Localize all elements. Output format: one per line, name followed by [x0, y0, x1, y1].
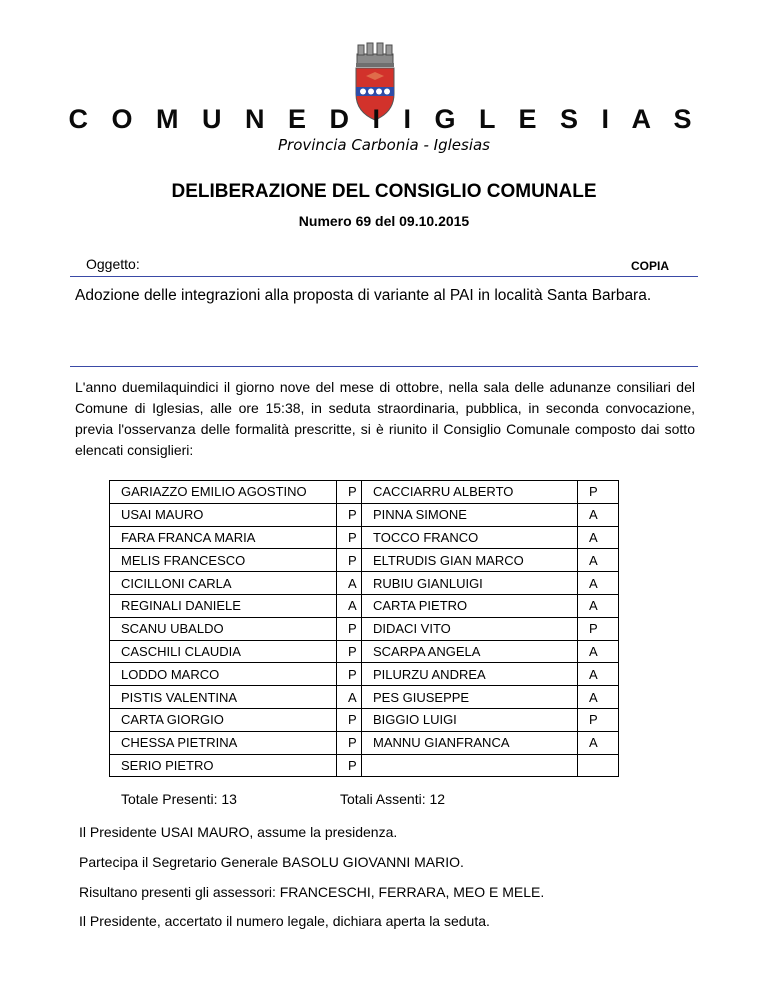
councillor-name: ELTRUDIS GIAN MARCO — [362, 549, 578, 572]
seduta-paragraph: Il Presidente, accertato il numero legale, dichiara aperta la seduta. — [79, 913, 490, 929]
councillor-name: PISTIS VALENTINA — [110, 686, 337, 709]
segretario-paragraph: Partecipa il Segretario Generale BASOLU GIOVANNI MARIO. — [79, 854, 464, 870]
oggetto-label: Oggetto: — [86, 256, 140, 272]
councillor-name: CACCIARRU ALBERTO — [362, 481, 578, 504]
status-cell: P — [337, 617, 362, 640]
status-cell: P — [578, 708, 619, 731]
councillor-name: PES GIUSEPPE — [362, 686, 578, 709]
councillor-name: GARIAZZO EMILIO AGOSTINO — [110, 481, 337, 504]
status-cell: A — [337, 686, 362, 709]
attendance-table — [109, 480, 619, 777]
councillor-name: PINNA SIMONE — [362, 503, 578, 526]
councillor-name: CARTA PIETRO — [362, 594, 578, 617]
table-row — [110, 640, 619, 663]
table-row — [110, 526, 619, 549]
status-cell: P — [337, 549, 362, 572]
status-cell: P — [337, 481, 362, 504]
status-cell: P — [337, 663, 362, 686]
intro-paragraph: L'anno duemilaquindici il giorno nove del mese di ottobre, nella sala delle adunanze consiliari del Comune di Iglesias, alle ore 15:38, in seduta straordinaria, pubblica, in seconda convocazione, previa l'osservanza delle formalità prescritte, si è riunito il Consiglio Comunale composto dai sotto elencati consiglieri: — [75, 379, 695, 458]
table-row — [110, 481, 619, 504]
status-cell: A — [578, 503, 619, 526]
councillor-name: CASCHILI CLAUDIA — [110, 640, 337, 663]
table-row — [110, 594, 619, 617]
status-cell: P — [337, 503, 362, 526]
councillor-name: REGINALI DANIELE — [110, 594, 337, 617]
status-cell: A — [578, 549, 619, 572]
councillor-name: CICILLONI CARLA — [110, 572, 337, 595]
table-row — [110, 617, 619, 640]
status-cell: A — [337, 572, 362, 595]
status-cell: A — [578, 663, 619, 686]
councillor-name: USAI MAURO — [110, 503, 337, 526]
table-row — [110, 572, 619, 595]
status-cell: A — [578, 640, 619, 663]
status-cell: A — [578, 686, 619, 709]
bottom-divider — [70, 366, 698, 367]
table-row — [110, 503, 619, 526]
table-row — [110, 663, 619, 686]
status-cell: A — [578, 731, 619, 754]
provincia-subtitle: Provincia Carbonia - Iglesias — [278, 136, 490, 154]
councillor-name: FARA FRANCA MARIA — [110, 526, 337, 549]
councillor-name: RUBIU GIANLUIGI — [362, 572, 578, 595]
councillor-name: CARTA GIORGIO — [110, 708, 337, 731]
table-row — [110, 686, 619, 709]
councillor-name: TOCCO FRANCO — [362, 526, 578, 549]
status-cell: P — [337, 731, 362, 754]
councillor-name — [362, 754, 578, 777]
councillor-name: SCANU UBALDO — [110, 617, 337, 640]
status-cell: A — [337, 594, 362, 617]
councillor-name: CHESSA PIETRINA — [110, 731, 337, 754]
table-row — [110, 731, 619, 754]
deliberation-subject: Adozione delle integrazioni alla proposta di variante al PAI in località Santa Barbara. — [75, 287, 652, 304]
councillor-name: SCARPA ANGELA — [362, 640, 578, 663]
table-row — [110, 708, 619, 731]
table-row — [110, 549, 619, 572]
table-row — [110, 754, 619, 777]
status-cell — [578, 754, 619, 777]
status-cell: A — [578, 572, 619, 595]
top-divider — [70, 276, 698, 277]
total-absent: Totali Assenti: 12 — [340, 791, 446, 807]
status-cell: A — [578, 594, 619, 617]
total-present: Totale Presenti: 13 — [121, 791, 237, 807]
copia-badge: COPIA — [631, 259, 670, 273]
comune-title: C O M U N E D I I G L E S I A S — [68, 104, 700, 134]
councillor-name: MANNU GIANFRANCA — [362, 731, 578, 754]
status-cell: A — [578, 526, 619, 549]
councillor-name: SERIO PIETRO — [110, 754, 337, 777]
councillor-name: LODDO MARCO — [110, 663, 337, 686]
status-cell: P — [578, 481, 619, 504]
presidente-paragraph: Il Presidente USAI MAURO, assume la presidenza. — [79, 824, 398, 840]
councillor-name: MELIS FRANCESCO — [110, 549, 337, 572]
status-cell: P — [337, 526, 362, 549]
assessori-paragraph: Risultano presenti gli assessori: FRANCESCHI, FERRARA, MEO E MELE. — [79, 884, 545, 900]
status-cell: P — [337, 708, 362, 731]
status-cell: P — [337, 640, 362, 663]
deliberation-title: DELIBERAZIONE DEL CONSIGLIO COMUNALE — [171, 181, 597, 202]
councillor-name: BIGGIO LUIGI — [362, 708, 578, 731]
deliberation-number: Numero 69 del 09.10.2015 — [298, 213, 470, 229]
councillor-name: DIDACI VITO — [362, 617, 578, 640]
councillor-name: PILURZU ANDREA — [362, 663, 578, 686]
status-cell: P — [578, 617, 619, 640]
status-cell: P — [337, 754, 362, 777]
